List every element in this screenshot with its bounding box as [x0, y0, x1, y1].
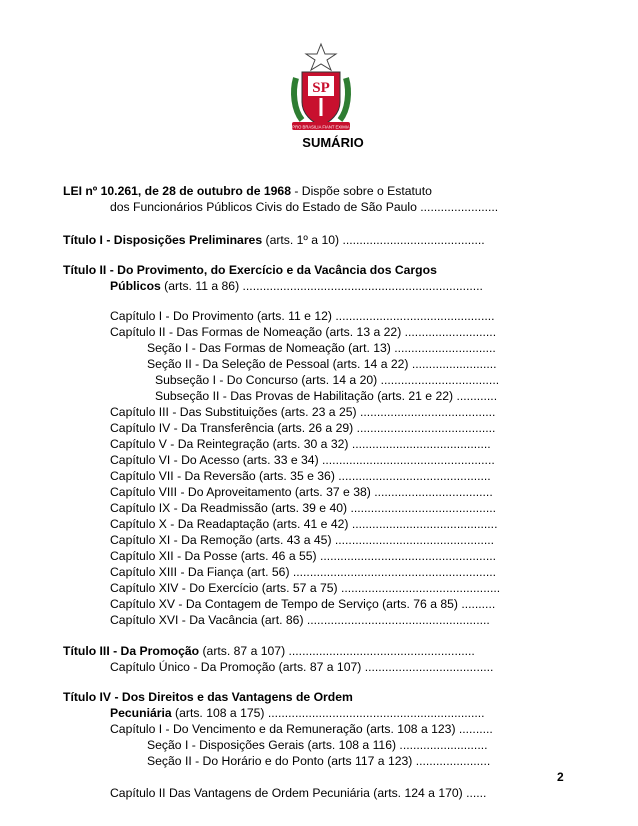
toc-text: Capítulo XV - Da Contagem de Tempo de Serviço (arts. 76 a 85) ..........	[110, 597, 496, 611]
toc-line	[110, 421, 495, 436]
toc-text: Capítulo II - Das Formas de Nomeação (arts. 13 a 22) ...........................	[110, 325, 497, 339]
toc-text: Seção II - Da Seleção de Pessoal (arts. 14 a 22) .........................	[147, 357, 497, 371]
toc-heading: Título II - Do Provimento, do Exercício e da Vacância dos Cargos	[63, 263, 437, 277]
svg-text:PRO BRASILIA FIANT EXIMIA: PRO BRASILIA FIANT EXIMIA	[292, 124, 350, 130]
toc-text: Capítulo IV - Da Transferência (arts. 26 a 29) .........................................	[110, 421, 496, 435]
toc-text: Capítulo VII - Da Reversão (arts. 35 e 36) .............................................	[110, 469, 491, 483]
toc-text: Capítulo XIV - Do Exercício (arts. 57 a 75) ...............................................	[110, 581, 501, 595]
toc-line	[110, 706, 485, 721]
toc-line	[110, 405, 495, 420]
toc-line	[110, 485, 493, 500]
toc-line	[110, 325, 496, 340]
toc-text: (arts. 87 a 107) .......................................................	[199, 644, 475, 658]
toc-text: Capítulo IX - Da Readmissão (arts. 39 e 40) ...........................................	[110, 501, 497, 515]
page-number: 2	[557, 770, 564, 784]
toc-line	[110, 437, 491, 452]
toc-line	[110, 722, 493, 737]
toc-text: (arts. 108 a 175) ................................................................	[171, 706, 485, 720]
toc-line	[110, 660, 493, 675]
toc-text: Seção I - Das Formas de Nomeação (art. 13) ..............................	[147, 341, 496, 355]
toc-line	[110, 533, 494, 548]
toc-text: Capítulo II Das Vantagens de Ordem Pecuniária (arts. 124 a 170) ......	[110, 786, 487, 800]
toc-line	[110, 613, 490, 628]
toc-heading: Título IV - Dos Direitos e das Vantagens de Ordem	[63, 690, 353, 704]
toc-line	[110, 549, 496, 564]
toc-text: Capítulo XI - Da Remoção (arts. 43 a 45) ...............................................	[110, 533, 495, 547]
toc-line	[110, 501, 496, 516]
toc-text: Capítulo XII - Da Posse (arts. 46 a 55) ....................................................	[110, 549, 497, 563]
page-title: SUMÁRIO	[302, 135, 364, 150]
toc-line	[110, 565, 496, 580]
toc-text: - Dispõe sobre o Estatuto	[290, 184, 432, 198]
toc-text: Subseção I - Do Concurso (arts. 14 a 20) ...................................	[155, 373, 500, 387]
toc-heading: Título III - Da Promoção	[63, 644, 200, 658]
toc-line	[63, 263, 437, 278]
sao-paulo-coat-of-arms-logo	[282, 42, 360, 134]
toc-text: Capítulo I - Do Provimento (arts. 11 e 12) ...............................................	[110, 309, 495, 323]
toc-text: Capítulo VI - Do Acesso (arts. 33 e 34) ...................................................	[110, 453, 495, 467]
toc-line	[63, 644, 475, 659]
toc-text: Capítulo I - Do Vencimento e da Remuneração (arts. 108 a 123) ..........	[110, 722, 493, 736]
toc-line	[110, 597, 495, 612]
toc-line	[147, 738, 487, 753]
toc-line	[63, 184, 432, 199]
toc-line	[110, 200, 498, 215]
toc-text: Capítulo III - Das Substituições (arts. 23 a 25) ........................................	[110, 405, 496, 419]
toc-line	[147, 357, 497, 372]
toc-text: Seção II - Do Horário e do Ponto (arts 117 a 123) ......................	[147, 754, 491, 768]
toc-text: (arts. 11 a 86) .......................................................................	[160, 279, 483, 293]
toc-heading: Pecuniária	[110, 706, 172, 720]
toc-heading: Públicos	[110, 279, 161, 293]
toc-text: Capítulo V - Da Reintegração (arts. 30 a 32) .........................................	[110, 437, 491, 451]
svg-text:SP: SP	[312, 80, 330, 96]
toc-line	[155, 389, 497, 404]
toc-heading: LEI nº 10.261, de 28 de outubro de 1968	[63, 184, 291, 198]
toc-line	[147, 754, 490, 769]
toc-line	[63, 690, 353, 705]
toc-line	[110, 469, 491, 484]
toc-text: (arts. 1º a 10) ..........................................	[262, 233, 485, 247]
toc-line	[155, 373, 499, 388]
toc-line	[110, 517, 497, 532]
toc-line	[63, 233, 485, 248]
toc-heading: Título I - Disposições Preliminares	[63, 233, 263, 247]
toc-text: Subseção II - Das Provas de Habilitação (arts. 21 e 22) ............	[155, 389, 498, 403]
toc-text: dos Funcionários Públicos Civis do Estado de São Paulo .......................	[110, 200, 499, 214]
toc-line	[147, 341, 496, 356]
toc-line	[110, 786, 486, 801]
toc-line	[110, 453, 495, 468]
toc-text: Capítulo Único - Da Promoção (arts. 87 a 107) ......................................	[110, 660, 494, 674]
toc-text: Capítulo X - Da Readaptação (arts. 41 e 42) ...........................................	[110, 517, 498, 531]
toc-text: Capítulo XVI - Da Vacância (art. 86) ......................................................	[110, 613, 490, 627]
toc-line	[110, 279, 483, 294]
toc-text: Capítulo XIII - Da Fiança (art. 56) ............................................................	[110, 565, 497, 579]
toc-text: Capítulo VIII - Do Aproveitamento (arts. 37 e 38) ...................................	[110, 485, 493, 499]
toc-line	[110, 581, 500, 596]
toc-text: Seção I - Disposições Gerais (arts. 108 a 116) ..........................	[147, 738, 488, 752]
toc-line	[110, 309, 494, 324]
